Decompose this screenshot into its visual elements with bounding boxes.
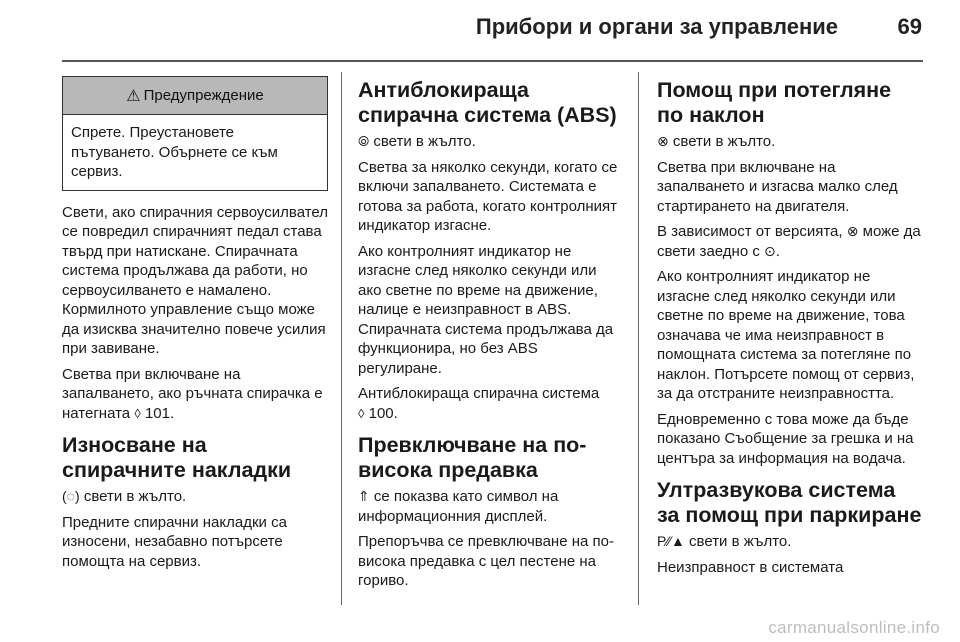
brake-pad-wear-icon: (◌) [62,488,80,504]
column-3 [657,72,923,583]
paragraph: P⁄⁄▲ свети в жълто. [657,533,792,550]
upshift-arrow-icon: ⇑ [358,488,370,504]
paragraph: Светва за няколко секунди, когато се включи запалването. Системата е готова за работа, когато контролният индикатор изгасне. [358,158,618,234]
section-heading: Ултразвукова система за помощ при паркиране [657,478,922,527]
paragraph: Ако контролният индикатор не изгасне след няколко секунди или светне по време на движение, това означава че има неизправност в помощната система за потегляне по наклон. Потърсете помощ от сервиз, за да отстраните неизправността. [657,268,915,402]
paragraph: Едновременно с това може да бъде показано Съобщение за грешка и на центъра за информация на водача. [657,410,914,467]
watermark: carmanualsonline.info [768,618,940,637]
warning-body [63,115,327,190]
section-heading: Износване на спирачните накладки [62,433,292,482]
paragraph: Свети, ако спирачния сервоусилвател се повредил спирачният педал става твърд при натискане. Спирачната система продължава да работи, но сервоусилването е намалено. Кормилното управление също може да изисква значително повече усилия при завиване. [62,203,329,357]
section-heading: Помощ при потегляне по наклон [657,78,892,127]
warning-header [63,77,327,115]
warning-box [62,76,328,191]
section-heading: Антиблокираща спирачна система (ABS) [358,78,617,127]
parking-assist-icon: P⁄⁄▲ [657,533,685,549]
paragraph: Предните спирачни накладки са износени, незабавно потърсете помощта на сервиз. [62,513,287,570]
header-rule [62,60,923,62]
paragraph: Неизправност в системата [657,558,844,576]
hill-start-assist-icon: ⊗ [657,133,669,149]
paragraph: (◌) свети в жълто. [62,488,187,505]
paragraph: Светва при включване на запалването и изгасва малко след стартирането на двигателя. [657,158,898,215]
page-header-title: Прибори и органи за управление [475,14,838,39]
abs-icon: ⦾ [358,133,370,149]
paragraph: Светва при включване на запалването, ако ръчната спирачка е натегната ◊ 101. [62,365,323,422]
paragraph: Ако контролният индикатор не изгасне след няколко секунди или ако светне по време на движение, налице е неизправност в ABS. Спирачната система продължава да функционира, но без ABS регулиране. [358,242,614,377]
page-reference-icon: ◊ [358,405,365,421]
column-1 [62,72,328,577]
warning-triangle-icon: ⚠ [126,87,141,105]
page-reference-icon: ◊ [134,405,141,421]
brake-system-icon: ⊙ [764,242,776,259]
column-divider [638,72,639,605]
paragraph: В зависимост от версията, ⊗ може да свети заедно с ⊙. [657,223,921,260]
paragraph: ⇑ се показва като символ на информационния дисплей. [358,488,559,525]
warning-label: Предупреждение [143,87,264,104]
warning-text: Спрете. Преустановете пътуването. Обърнете се към сервиз. [71,124,278,180]
hill-start-assist-icon: ⊗ [846,223,859,239]
paragraph: ⊗ свети в жълто. [657,133,776,150]
section-heading: Превключване на по-висока предавка [358,433,587,482]
paragraph: Антиблокираща спирачна система ◊ 100. [358,385,600,422]
column-2 [358,72,624,597]
page-number: 69 [897,14,922,39]
paragraph: Препоръчва се превключване на по-висока предавка с цел пестене на гориво. [358,533,614,589]
paragraph: ⦾ свети в жълто. [358,133,476,150]
column-divider [341,72,342,605]
